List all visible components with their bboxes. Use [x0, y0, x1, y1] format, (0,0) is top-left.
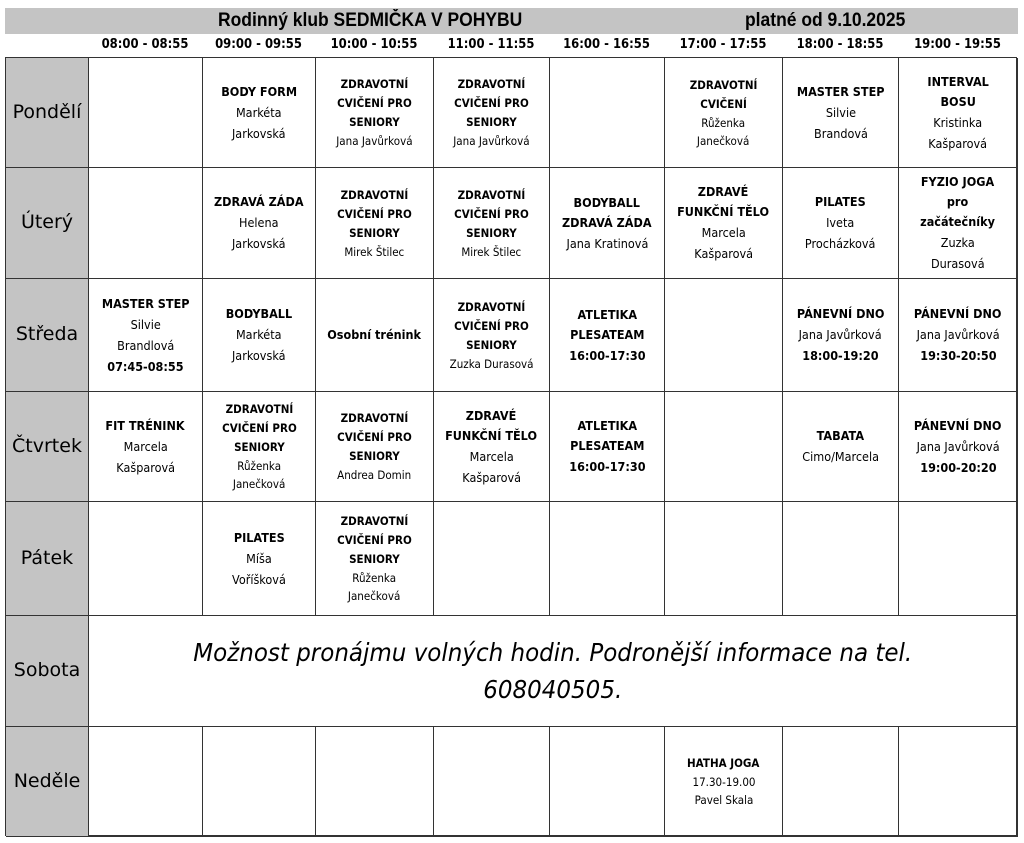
saturday-note-cell	[89, 616, 1018, 727]
empty-cell	[89, 727, 203, 837]
page-title: Rodinný klub SEDMIČKA V POHYBU	[218, 10, 523, 31]
class-cell	[550, 168, 665, 279]
class-time: 19:30-20:50	[919, 348, 997, 363]
class-cell	[203, 392, 316, 502]
class-cell	[434, 392, 550, 502]
class-time: 19:00-20:20	[919, 459, 997, 475]
class-title: ZDRAVOTNÍ CVIČENÍ PRO SENIORY	[337, 514, 412, 566]
empty-cell	[665, 502, 783, 616]
empty-cell	[665, 392, 783, 502]
class-title: ZDRAVÁ ZÁDA	[214, 194, 304, 209]
class-cell	[665, 168, 783, 279]
instructor: Růženka Janečková	[697, 115, 750, 148]
instructor: Růženka Janečková	[232, 459, 286, 491]
class-title: FIT TRÉNINK	[105, 417, 186, 433]
class-cell	[550, 392, 665, 502]
empty-cell	[783, 727, 899, 837]
instructor: Markéta Jarkovská	[232, 327, 286, 363]
class-title: TABATA	[816, 428, 865, 443]
class-title: ZDRAVOTNÍ CVIČENÍ PRO SENIORY	[337, 187, 412, 240]
class-title: ZDRAVOTNÍ CVIČENÍ PRO SENIORY	[454, 77, 529, 129]
instructor: Mirek Štilec	[344, 244, 405, 259]
class-title: ZDRAVOTNÍ CVIČENÍ PRO SENIORY	[337, 77, 412, 129]
day-label	[6, 502, 89, 616]
class-title: BODY FORM	[221, 83, 297, 99]
class-title: PILATES	[233, 529, 285, 545]
instructor: Silvie Brandová	[813, 104, 868, 141]
class-cell	[783, 279, 899, 392]
day-label	[6, 727, 89, 837]
class-title: MASTER STEP	[796, 83, 885, 99]
day-name: Sobota	[13, 659, 81, 682]
class-cell	[434, 58, 550, 168]
instructor: 17.30-19.00 Pavel Skala	[692, 775, 755, 807]
instructor: Zuzka Durasová	[449, 356, 534, 371]
class-title: HATHA JOGA	[687, 756, 760, 770]
instructor: Marcela Kašparová	[462, 448, 521, 485]
instructor: Mirek Štilec	[461, 244, 522, 259]
class-title: PÁNEVNÍ DNO	[914, 306, 1002, 321]
class-cell	[665, 58, 783, 168]
instructor: Jana Javůrková	[336, 134, 413, 148]
empty-cell	[550, 58, 665, 168]
day-label	[6, 616, 89, 727]
empty-cell	[434, 727, 550, 837]
class-title: BODYBALL	[225, 306, 293, 321]
empty-cell	[783, 502, 899, 616]
empty-cell	[434, 502, 550, 616]
class-cell	[316, 502, 434, 616]
instructor: Jana Javůrková	[799, 327, 882, 342]
time-slot-label: 18:00 - 18:55	[796, 36, 884, 52]
class-cell	[899, 168, 1018, 279]
instructor: Jana Javůrková	[453, 134, 530, 148]
instructor: Silvie Brandlová	[116, 316, 175, 353]
empty-cell	[550, 727, 665, 837]
valid-from: platné od 9.10.2025	[745, 10, 906, 31]
instructor: Jana Kratinová	[566, 235, 648, 251]
class-cell	[203, 502, 316, 616]
time-slot-label: 09:00 - 09:55	[215, 36, 302, 52]
class-cell	[89, 279, 203, 392]
class-title: ZDRAVOTNÍ CVIČENÍ PRO SENIORY	[337, 411, 412, 463]
day-name: Úterý	[20, 211, 74, 234]
class-title: ZDRAVÉ FUNKČNÍ TĚLO	[445, 407, 538, 443]
time-slot-label: 08:00 - 08:55	[101, 36, 189, 52]
rental-note: Možnost pronájmu volných hodin. Podronější informace na tel. 608040505.	[193, 638, 913, 704]
class-title: PÁNEVNÍ DNO	[796, 306, 885, 321]
instructor: Andrea Domin	[337, 468, 412, 482]
class-cell	[203, 58, 316, 168]
empty-cell	[89, 168, 203, 279]
class-time: 16:00-17:30	[568, 459, 646, 474]
time-slot-label: 17:00 - 17:55	[679, 36, 767, 52]
class-title: INTERVAL BOSU	[927, 73, 989, 109]
instructor: Markéta Jarkovská	[232, 104, 286, 141]
time-slot-label: 19:00 - 19:55	[914, 36, 1001, 52]
day-label	[6, 168, 89, 279]
class-title: ZDRAVOTNÍ CVIČENÍ PRO SENIORY	[454, 187, 529, 240]
empty-cell	[89, 502, 203, 616]
class-title: PÁNEVNÍ DNO	[914, 417, 1002, 433]
day-name: Středa	[15, 323, 79, 346]
class-title: ZDRAVOTNÍ CVIČENÍ PRO SENIORY	[454, 299, 529, 352]
class-cell	[550, 279, 665, 392]
class-cell	[203, 279, 316, 392]
class-title: ATLETIKA PLESATEAM	[569, 306, 645, 342]
class-title: ATLETIKA PLESATEAM	[569, 418, 645, 453]
class-title: FYZIO JOGA pro začátečníky	[920, 174, 996, 229]
class-time: 07:45-08:55	[107, 358, 184, 374]
day-label	[6, 279, 89, 392]
class-cell	[434, 279, 550, 392]
day-name: Pondělí	[12, 100, 82, 123]
empty-cell	[899, 502, 1018, 616]
class-title: ZDRAVOTNÍ CVIČENÍ PRO SENIORY	[221, 402, 297, 454]
class-cell	[316, 168, 434, 279]
time-slot-label: 10:00 - 10:55	[330, 36, 418, 52]
instructor: Jana Javůrková	[916, 327, 1000, 342]
empty-cell	[899, 727, 1018, 837]
class-time: 16:00-17:30	[568, 347, 646, 363]
day-label	[6, 392, 89, 502]
day-name: Pátek	[20, 546, 74, 569]
class-title: BODYBALL ZDRAVÁ ZÁDA	[562, 194, 652, 230]
class-cell	[316, 279, 434, 392]
empty-cell	[89, 58, 203, 168]
class-title: ZDRAVOTNÍ CVIČENÍ	[689, 77, 758, 111]
day-label	[6, 58, 89, 168]
class-cell	[665, 727, 783, 837]
instructor: Zuzka Durasová	[931, 235, 985, 271]
empty-cell	[550, 502, 665, 616]
class-cell	[899, 392, 1018, 502]
instructor: Kristinka Kašparová	[928, 114, 988, 151]
empty-cell	[316, 727, 434, 837]
day-name: Neděle	[13, 769, 81, 792]
instructor: Marcela Kašparová	[694, 225, 753, 261]
class-cell	[316, 58, 434, 168]
class-cell	[316, 392, 434, 502]
instructor: Iveta Procházková	[805, 215, 876, 251]
class-cell	[203, 168, 316, 279]
time-slot-label: 11:00 - 11:55	[447, 36, 535, 52]
class-title: MASTER STEP	[101, 295, 190, 311]
class-cell	[783, 392, 899, 502]
class-cell	[89, 392, 203, 502]
empty-cell	[665, 279, 783, 392]
empty-cell	[203, 727, 316, 837]
class-cell	[783, 168, 899, 279]
title-bar	[5, 8, 1018, 34]
class-cell	[434, 168, 550, 279]
instructor: Jana Javůrková	[916, 438, 1000, 454]
time-slot-label: 16:00 - 16:55	[563, 36, 650, 52]
class-time: 18:00-19:20	[802, 348, 879, 363]
class-title: ZDRAVÉ FUNKČNÍ TĚLO	[677, 184, 770, 219]
class-cell	[899, 58, 1018, 168]
instructor: Cimo/Marcela	[802, 449, 879, 464]
time-slot-header	[88, 36, 1018, 56]
schedule-grid	[5, 57, 1017, 836]
class-title: Osobní trénink	[327, 327, 422, 342]
day-name: Čtvrtek	[12, 434, 82, 457]
instructor: Růženka Janečková	[348, 571, 401, 603]
instructor: Helena Jarkovská	[232, 215, 286, 251]
class-title: PILATES	[815, 194, 866, 209]
class-cell	[899, 279, 1018, 392]
instructor: Marcela Kašparová	[116, 438, 175, 475]
instructor: Míša Voříšková	[232, 550, 286, 587]
class-cell	[783, 58, 899, 168]
